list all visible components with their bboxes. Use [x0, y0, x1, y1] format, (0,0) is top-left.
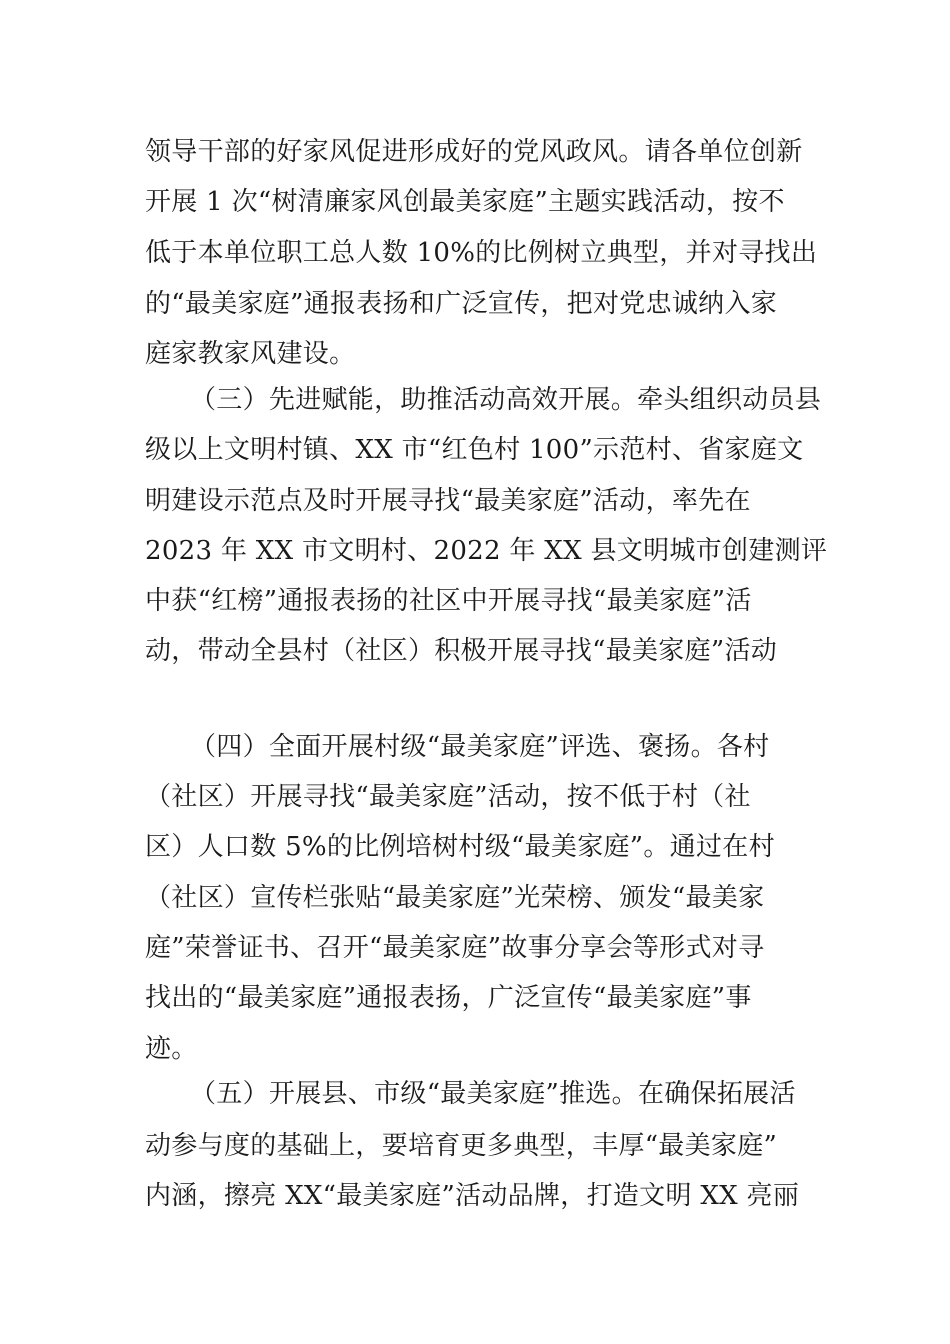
text-line: 区）人口数 5%的比例培树村级“最美家庭”。通过在村 [145, 832, 775, 862]
text-line: 庭”荣誉证书、召开“最美家庭”故事分享会等形式对寻 [145, 933, 765, 963]
text-line: 庭家教家风建设。 [145, 339, 356, 369]
text-line: 领导干部的好家风促进形成好的党风政风。请各单位创新 [145, 137, 803, 167]
section-heading-line: （五）开展县、市级“最美家庭”推选。在确保拓展活 [190, 1079, 796, 1109]
text-line: 的“最美家庭”通报表扬和广泛宣传，把对党忠诚纳入家 [145, 289, 778, 319]
text-line: 内涵，擦亮 XX“最美家庭”活动品牌，打造文明 XX 亮丽 [145, 1181, 800, 1211]
text-line: 动参与度的基础上，要培育更多典型，丰厚“最美家庭” [145, 1131, 778, 1161]
text-line: 中获“红榜”通报表扬的社区中开展寻找“最美家庭”活 [145, 586, 752, 616]
text-line: 级以上文明村镇、XX 市“红色村 100”示范村、省家庭文 [145, 435, 804, 465]
text-line: 明建设示范点及时开展寻找“最美家庭”活动，率先在 [145, 486, 751, 516]
text-line: 2023 年 XX 市文明村、2022 年 XX 县文明城市创建测评 [145, 536, 828, 566]
text-line: 开展 1 次“树清廉家风创最美家庭”主题实践活动，按不 [145, 187, 785, 217]
text-line: 动，带动全县村（社区）积极开展寻找“最美家庭”活动 [145, 636, 778, 666]
section-heading-line: （三）先进赋能，助推活动高效开展。牵头组织动员县 [190, 385, 822, 415]
text-line: （社区）开展寻找“最美家庭”活动，按不低于村（社 [145, 782, 751, 812]
section-heading-line: （四）全面开展村级“最美家庭”评选、褒扬。各村 [190, 732, 770, 762]
text-line: 迹。 [145, 1034, 198, 1064]
text-line: （社区）宣传栏张贴“最美家庭”光荣榜、颁发“最美家 [145, 883, 765, 913]
text-line: 低于本单位职工总人数 10%的比例树立典型，并对寻找出 [145, 238, 818, 268]
text-line: 找出的“最美家庭”通报表扬，广泛宣传“最美家庭”事 [145, 983, 752, 1013]
